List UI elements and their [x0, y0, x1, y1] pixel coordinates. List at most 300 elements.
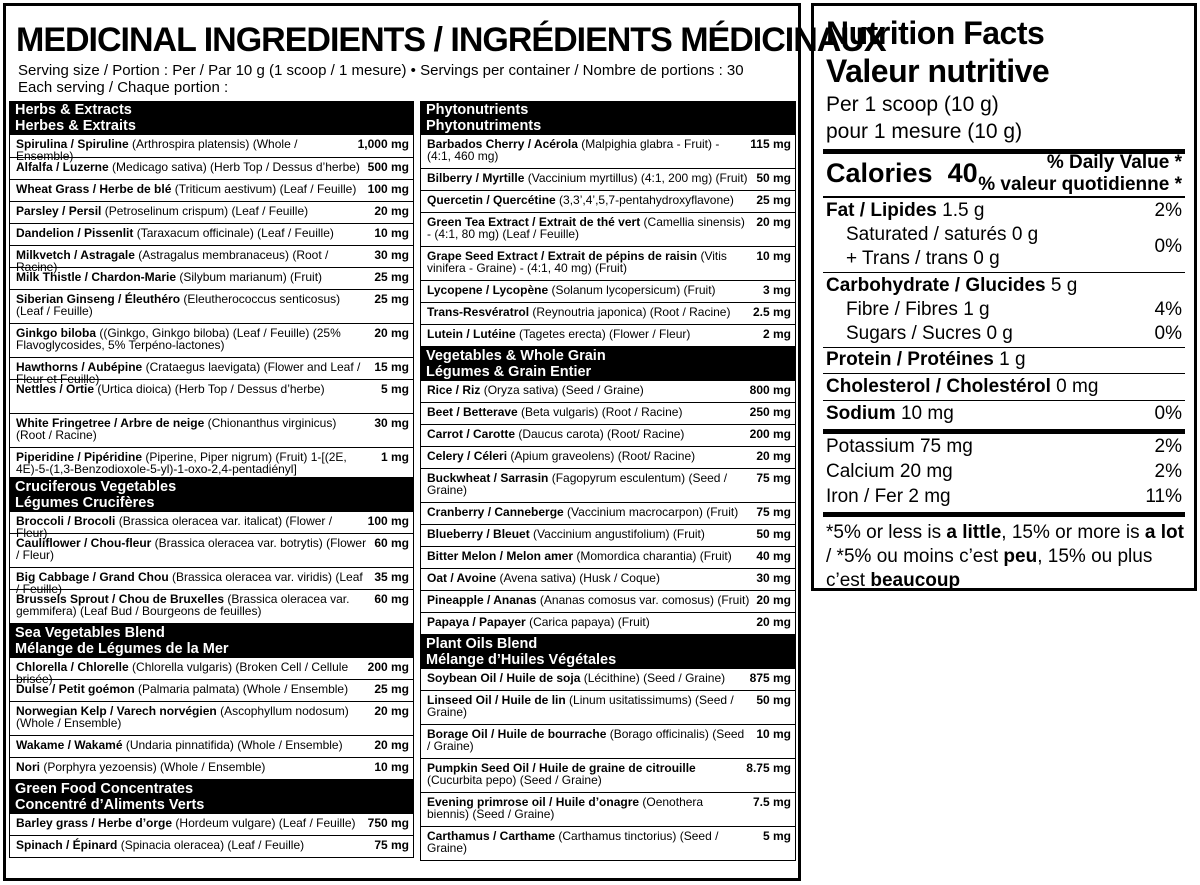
ingredient-description: (Medicago sativa) (Herb Top / Dessus d’herbe) — [108, 160, 360, 174]
ingredient-amount: 10 mg — [756, 727, 791, 741]
ingredient-row — [420, 281, 796, 303]
section-header-sea-vegetables-blend — [9, 624, 414, 658]
ingredient-name-cell — [16, 739, 368, 751]
serving-info — [18, 62, 798, 96]
ingredient-amount: 25 mg — [756, 193, 791, 207]
ingredient-description: (Carica papaya) (Fruit) — [525, 615, 650, 629]
ingredient-description: (Linum usitatissimums) (Seed / Graine) — [427, 693, 734, 719]
ingredient-row — [420, 135, 796, 169]
sodium-dv: 0% — [1154, 403, 1182, 424]
ingredient-description: (Silybum marianum) (Fruit) — [176, 270, 323, 284]
ingredient-name: Rice / Riz — [427, 383, 481, 397]
ingredient-amount: 25 mg — [374, 270, 409, 284]
ingredient-amount: 20 mg — [756, 215, 791, 229]
serving-line-1: Serving size / Portion : Per / Par 10 g (1 scoop / 1 mesure) • Servings per container / Nombre de portions : 30 — [18, 62, 744, 79]
ingredient-name: Pineapple / Ananas — [427, 593, 537, 607]
ingredient-name: Dulse / Petit goémon — [16, 682, 135, 696]
ingredient-description: (Arthrospira platensis) (Whole / Ensemble) — [16, 137, 298, 163]
ingredient-name-cell — [16, 417, 368, 441]
ingredient-name: Carthamus / Carthame — [427, 829, 556, 843]
ingredient-description: (Ascophyllum nodosum) (Whole / Ensemble) — [16, 704, 349, 730]
ingredient-row — [420, 191, 796, 213]
section-header-herbs-extracts — [9, 101, 414, 135]
ingredient-description: (Tagetes erecta) (Flower / Fleur) — [515, 327, 691, 341]
ingredient-name-cell — [16, 161, 362, 173]
fat-label: Fat / Lipides — [826, 200, 937, 221]
daily-value-fr: % valeur quotidienne * — [978, 174, 1182, 195]
thick-rule — [823, 512, 1185, 517]
section-header-cruciferous-vegetables — [9, 478, 414, 512]
ingredient-name-cell — [427, 694, 750, 718]
rule — [823, 272, 1185, 273]
ingredient-row — [9, 836, 414, 858]
ingredient-amount: 40 mg — [756, 549, 791, 563]
potassium-row: Potassium 75 mg — [826, 436, 973, 457]
fat-value: 1.5 g — [942, 200, 985, 221]
ingredient-row — [9, 380, 414, 414]
ingredient-name: Soybean Oil / Huile de soja — [427, 671, 581, 685]
ingredient-name: Linseed Oil / Huile de lin — [427, 693, 566, 707]
ingredient-name: Quercetin / Quercétine — [427, 193, 556, 207]
ingredient-amount: 8.75 mg — [746, 761, 791, 775]
ingredient-row — [420, 525, 796, 547]
ingredient-amount: 15 mg — [374, 360, 409, 374]
ingredient-name-cell — [427, 306, 747, 318]
ingredient-description: (Lécithine) (Seed / Graine) — [580, 671, 726, 685]
section-title-en: Sea Vegetables Blend — [15, 625, 165, 641]
ingredient-name: Parsley / Persil — [16, 204, 102, 218]
footnote-bold: a lot — [1144, 522, 1184, 543]
ingredient-name-cell — [427, 506, 750, 518]
ingredient-name-cell — [16, 817, 362, 829]
rule — [823, 373, 1185, 374]
ingredient-description: (Spinacia oleracea) (Leaf / Feuille) — [117, 838, 305, 852]
ingredient-name-cell — [427, 284, 757, 296]
ingredient-row — [420, 691, 796, 725]
ingredient-name-cell — [427, 762, 740, 786]
ingredient-description: (Daucus carota) (Root/ Racine) — [515, 427, 685, 441]
ingredient-row — [9, 268, 414, 290]
section-title-fr: Légumes Crucifères — [15, 494, 155, 511]
ingredient-row — [9, 758, 414, 780]
ingredient-row — [420, 725, 796, 759]
ingredient-description: (Momordica charantia) (Fruit) — [573, 549, 732, 563]
ingredient-row — [9, 135, 414, 163]
ingredient-row — [9, 246, 414, 274]
ingredient-name-cell — [427, 796, 747, 820]
ingredient-name: Nori — [16, 760, 40, 774]
section-header-plant-oils-blend — [420, 635, 796, 669]
section-title-en: Plant Oils Blend — [426, 636, 538, 652]
ingredient-amount: 50 mg — [756, 527, 791, 541]
ingredient-amount: 3 mg — [762, 283, 791, 297]
ingredient-name-cell — [16, 761, 368, 773]
ingredient-amount: 5 mg — [762, 829, 791, 843]
ingredient-description: (Brassica oleracea var. viridis) (Leaf / Feuille) — [16, 570, 363, 596]
ingredient-amount: 20 mg — [374, 204, 409, 218]
section-title-fr: Mélange d’Huiles Végétales — [426, 651, 617, 668]
ingredient-description: ((Ginkgo, Ginkgo biloba) (Leaf / Feuille) (25% Flavoglycosides, 5% Terpéno-lactones) — [16, 326, 341, 352]
daily-value-en: % Daily Value * — [1046, 152, 1182, 173]
ingredient-amount: 115 mg — [750, 137, 791, 151]
section-title-en: Herbs & Extracts — [15, 102, 132, 118]
ingredient-row — [9, 512, 414, 540]
ingredient-name-cell — [16, 683, 368, 695]
ingredient-row — [420, 591, 796, 613]
ingredient-name-cell — [427, 406, 744, 418]
ingredient-name-cell — [427, 550, 750, 562]
ingredient-amount: 20 mg — [374, 738, 409, 752]
potassium-dv: 2% — [1154, 436, 1182, 457]
ingredient-name-cell — [427, 172, 750, 184]
sugars-dv: 0% — [1154, 323, 1182, 344]
ingredient-name-cell — [427, 728, 750, 752]
ingredient-row — [420, 669, 796, 691]
ingredient-name-cell — [427, 138, 744, 162]
ingredient-description: (Ananas comosus var. comosus) (Fruit) — [536, 593, 750, 607]
sodium-label: Sodium — [826, 403, 896, 424]
ingredient-description: (3,3’,4’,5,7-pentahydroxyflavone) — [555, 193, 734, 207]
ingredient-name-cell — [427, 594, 750, 606]
ingredient-description: (Triticum aestivum) (Leaf / Feuille) — [171, 182, 357, 196]
fibre-row: Fibre / Fibres 1 g — [846, 299, 990, 320]
section-title-en: Green Food Concentrates — [15, 781, 194, 797]
ingredient-name-cell — [427, 528, 750, 540]
ingredient-amount: 800 mg — [749, 383, 791, 397]
ingredient-description: (Oenothera biennis) (Seed / Graine) — [427, 795, 704, 821]
ingredient-description: (Hordeum vulgare) (Leaf / Feuille) — [172, 816, 356, 830]
ingredient-name: Trans-Resvératrol — [427, 305, 530, 319]
sodium-value: 10 mg — [900, 403, 954, 424]
trans-row: + Trans / trans 0 g — [846, 248, 1000, 269]
ingredient-row — [9, 224, 414, 246]
ingredient-amount: 500 mg — [367, 160, 409, 174]
ingredient-row — [420, 503, 796, 525]
ingredient-row — [9, 658, 414, 686]
ingredient-name: Dandelion / Pissenlit — [16, 226, 134, 240]
ingredient-amount: 25 mg — [374, 292, 409, 306]
ingredient-name: Lycopene / Lycopène — [427, 283, 549, 297]
carb-value: 5 g — [1050, 275, 1078, 296]
section-title-fr: Mélange de Légumes de la Mer — [15, 640, 229, 657]
ingredient-amount: 50 mg — [756, 171, 791, 185]
ingredient-name: Blueberry / Bleuet — [427, 527, 530, 541]
ingredient-row — [420, 613, 796, 635]
ingredient-row — [420, 547, 796, 569]
ingredient-amount: 20 mg — [756, 593, 791, 607]
footnote-text: / *5% ou moins c’est — [826, 546, 1004, 567]
ingredient-name: Broccoli / Brocoli — [16, 514, 116, 528]
ingredient-name-cell — [427, 328, 757, 340]
ingredient-name: Norwegian Kelp / Varech norvégien — [16, 704, 217, 718]
rule — [823, 400, 1185, 401]
footnote-text: , 15% or more is — [1001, 522, 1145, 543]
ingredient-description: (Palmaria palmata) (Whole / Ensemble) — [134, 682, 349, 696]
ingredient-description: (Brassica oleracea var. italicat) (Flower / Fleur) — [16, 514, 333, 540]
ingredient-description: (Vitis vinifera - Graine) - (4:1, 40 mg) (Fruit) — [427, 249, 727, 275]
ingredient-amount: 25 mg — [374, 682, 409, 696]
ingredient-amount: 20 mg — [756, 449, 791, 463]
ingredient-row — [9, 736, 414, 758]
ingredient-row — [420, 403, 796, 425]
footnote-bold: a little — [946, 522, 1002, 543]
carb-label: Carbohydrate / Glucides — [826, 275, 1046, 296]
ingredient-row — [9, 680, 414, 702]
section-title-en: Phytonutrients — [426, 102, 529, 118]
ingredient-name-cell — [16, 227, 368, 239]
ingredient-name: Barbados Cherry / Acérola — [427, 137, 578, 151]
ingredient-name: Spinach / Épinard — [16, 838, 118, 852]
ingredient-amount: 250 mg — [749, 405, 791, 419]
fat-row — [826, 200, 984, 222]
ingredient-description: (Brassica oleracea var. botrytis) (Flower / Fleur) — [16, 536, 367, 562]
ingredient-amount: 30 mg — [374, 416, 409, 430]
ingredient-description: (Borago officinalis) (Seed / Graine) — [427, 727, 745, 753]
ingredient-description: (Solanum lycopersicum) (Fruit) — [548, 283, 716, 297]
ingredient-amount: 50 mg — [756, 693, 791, 707]
ingredient-row — [9, 590, 414, 624]
section-header-phytonutrients — [420, 101, 796, 135]
section-title-fr: Herbes & Extraits — [15, 117, 136, 134]
ingredients-title: MEDICINAL INGREDIENTS / INGRÉDIENTS MÉDICINAUX — [16, 21, 886, 59]
ingredient-name: Hawthorns / Aubépine — [16, 360, 143, 374]
ingredient-row — [420, 569, 796, 591]
ingredient-name: Siberian Ginseng / Éleuthéro — [16, 292, 181, 306]
ingredient-row — [9, 534, 414, 568]
ingredient-description: (Chionanthus virginicus) (Root / Racine) — [16, 416, 337, 442]
ingredient-description: (Malpighia glabra - Fruit) - (4:1, 460 mg) — [427, 137, 720, 163]
ingredient-amount: 2.5 mg — [752, 305, 791, 319]
ingredient-description: (Beta vulgaris) (Root / Racine) — [517, 405, 683, 419]
ingredient-amount: 200 mg — [367, 660, 409, 674]
cholesterol-label: Cholesterol / Cholestérol — [826, 376, 1051, 397]
ingredient-name: Barley grass / Herbe d’orge — [16, 816, 173, 830]
ingredient-row — [9, 180, 414, 202]
calories-row — [826, 158, 978, 188]
protein-row — [826, 349, 1026, 371]
ingredient-description: (Vaccinium angustifolium) (Fruit) — [529, 527, 705, 541]
ingredient-name-cell — [427, 384, 744, 396]
cholesterol-row — [826, 376, 1098, 398]
ingredient-amount: 10 mg — [374, 760, 409, 774]
ingredient-amount: 1,000 mg — [357, 137, 409, 151]
ingredient-name: Piperidine / Pipéridine — [16, 450, 143, 464]
saturated-row: Saturated / saturés 0 g — [846, 224, 1039, 245]
ingredient-description: (Porphyra yezoensis) (Whole / Ensemble) — [40, 760, 266, 774]
ingredient-row — [420, 381, 796, 403]
ingredient-name: Spirulina / Spiruline — [16, 137, 129, 151]
ingredient-row — [9, 202, 414, 224]
ingredient-description: (Reynoutria japonica) (Root / Racine) — [529, 305, 731, 319]
footnote-bold: beaucoup — [870, 570, 961, 591]
ingredient-row — [420, 469, 796, 503]
thick-rule — [823, 429, 1185, 434]
footnote-bold: peu — [1003, 546, 1038, 567]
section-header-vegetables-whole-grain — [420, 347, 796, 381]
ingredient-row — [9, 568, 414, 596]
carbohydrate-row — [826, 275, 1077, 297]
ingredient-description: (Crataegus laevigata) (Flower and Leaf / Fleur et Feuille) — [16, 360, 361, 386]
ingredient-row — [420, 759, 796, 793]
ingredient-name: Grape Seed Extract / Extrait de pépins de raisin — [427, 249, 698, 263]
ingredient-description: (Petroselinum crispum) (Leaf / Feuille) — [101, 204, 309, 218]
ingredient-name: Pumpkin Seed Oil / Huile de graine de citrouille — [427, 761, 696, 775]
section-title-fr: Légumes & Grain Entier — [426, 363, 592, 380]
ingredient-description: (Undaria pinnatifida) (Whole / Ensemble) — [122, 738, 343, 752]
ingredient-name: Big Cabbage / Grand Chou — [16, 570, 169, 584]
ingredient-amount: 7.5 mg — [752, 795, 791, 809]
section-title-en: Cruciferous Vegetables — [15, 479, 177, 495]
ingredient-row — [9, 814, 414, 836]
ingredient-row — [9, 324, 414, 358]
ingredient-amount: 100 mg — [367, 182, 409, 196]
ingredient-name: Carrot / Carotte — [427, 427, 516, 441]
ingredient-name-cell — [16, 138, 352, 162]
nutrition-title-en: Nutrition Facts — [826, 15, 1045, 51]
ingredient-name: Bitter Melon / Melon amer — [427, 549, 574, 563]
ingredient-name-cell — [427, 830, 757, 854]
nutrition-facts-panel — [811, 3, 1197, 591]
ingredient-name-cell — [16, 271, 368, 283]
calcium-row: Calcium 20 mg — [826, 461, 953, 482]
ingredient-name-cell — [16, 327, 368, 351]
ingredient-name: Buckwheat / Sarrasin — [427, 471, 549, 485]
ingredient-row — [9, 290, 414, 324]
ingredient-amount: 30 mg — [374, 248, 409, 262]
ingredient-amount: 2 mg — [762, 327, 791, 341]
sugars-row: Sugars / Sucres 0 g — [846, 323, 1013, 344]
serving-per-fr: pour 1 mesure (10 g) — [826, 120, 1023, 143]
section-header-green-food-concentrates — [9, 780, 414, 814]
ingredient-description: (Fagopyrum esculentum) (Seed / Graine) — [427, 471, 728, 497]
ingredient-name: Wakame / Wakamé — [16, 738, 123, 752]
section-title-fr: Concentré d’Aliments Verts — [15, 796, 205, 813]
ingredient-amount: 35 mg — [374, 570, 409, 584]
ingredient-row — [9, 448, 414, 478]
section-title-en: Vegetables & Whole Grain — [426, 348, 606, 364]
ingredient-name: Borage Oil / Huile de bourrache — [427, 727, 607, 741]
ingredient-row — [420, 425, 796, 447]
ingredient-row — [420, 325, 796, 347]
serving-per-en: Per 1 scoop (10 g) — [826, 93, 999, 116]
footnote-text: *5% or less is — [826, 522, 947, 543]
iron-dv: 11% — [1145, 486, 1182, 507]
ingredient-name: Cauliflower / Chou-fleur — [16, 536, 152, 550]
ingredient-row — [9, 702, 414, 736]
ingredient-description: (Taraxacum officinale) (Leaf / Feuille) — [133, 226, 334, 240]
nutrition-title-fr: Valeur nutritive — [826, 53, 1050, 89]
ingredient-row — [420, 827, 796, 861]
ingredient-amount: 1 mg — [380, 450, 409, 464]
ingredient-row — [9, 358, 414, 386]
ingredient-amount: 5 mg — [380, 382, 409, 396]
ingredients-left-column — [9, 101, 414, 858]
ingredient-description: (Eleutherococcus senticosus) (Leaf / Feuille) — [16, 292, 341, 318]
ingredient-name-cell — [427, 472, 750, 496]
ingredient-name: Chlorella / Chlorelle — [16, 660, 129, 674]
ingredient-name-cell — [16, 839, 368, 851]
ingredient-name: White Fringetree / Arbre de neige — [16, 416, 205, 430]
ingredient-name-cell — [427, 216, 750, 240]
calories-label: Calories — [826, 158, 933, 188]
ingredient-name: Lutein / Lutéine — [427, 327, 516, 341]
ingredient-amount: 75 mg — [756, 505, 791, 519]
ingredient-name: Ginkgo biloba — [16, 326, 96, 340]
ingredient-row — [420, 303, 796, 325]
iron-row: Iron / Fer 2 mg — [826, 486, 951, 507]
ingredient-row — [420, 247, 796, 281]
ingredient-amount: 750 mg — [367, 816, 409, 830]
section-title-fr: Phytonutriments — [426, 117, 542, 134]
ingredient-description: (Brassica oleracea var. gemmifera) (Leaf Bud / Bourgeons de feuilles) — [16, 592, 350, 618]
ingredient-description: (Oryza sativa) (Seed / Graine) — [480, 383, 644, 397]
ingredient-name-cell — [427, 450, 750, 462]
ingredient-amount: 100 mg — [367, 514, 409, 528]
ingredient-name-cell — [427, 250, 750, 274]
ingredient-name: Milk Thistle / Chardon-Marie — [16, 270, 177, 284]
ingredient-name: Green Tea Extract / Extrait de thé vert — [427, 215, 641, 229]
ingredient-name-cell — [427, 194, 750, 206]
ingredient-row — [9, 158, 414, 180]
rule — [823, 347, 1185, 348]
ingredient-description: (Vaccinium macrocarpon) (Fruit) — [563, 505, 739, 519]
footnote-text: , 15% ou plus c’est — [826, 546, 1153, 591]
ingredient-amount: 20 mg — [374, 704, 409, 718]
ingredient-description: (Cucurbita pepo) (Seed / Graine) — [427, 773, 602, 787]
ingredient-name-cell — [16, 183, 362, 195]
ingredient-name: Evening primrose oil / Huile d’onagre — [427, 795, 640, 809]
ingredient-name: Beet / Betterave — [427, 405, 518, 419]
fat-dv: 2% — [1154, 200, 1182, 221]
protein-value: 1 g — [999, 349, 1026, 370]
ingredient-name-cell — [427, 672, 744, 684]
ingredient-row — [420, 213, 796, 247]
calories-value: 40 — [947, 158, 978, 188]
rule — [823, 196, 1185, 198]
ingredient-name: Brussels Sprout / Chou de Bruxelles — [16, 592, 225, 606]
ingredient-name: Celery / Céleri — [427, 449, 508, 463]
ingredient-name-cell — [16, 593, 368, 617]
ingredient-name-cell — [16, 205, 368, 217]
ingredient-description: (Astragalus membranaceus) (Root / Racine) — [16, 248, 329, 274]
ingredient-name-cell — [427, 428, 744, 440]
ingredient-amount: 75 mg — [756, 471, 791, 485]
ingredient-description: (Piperine, Piper nigrum) (Fruit) 1-[(2E, 4E)-5-(1,3-Benzodioxole-5-yl)-1-oxo-2,4-pentadiényl] — [16, 450, 347, 476]
ingredients-right-column — [420, 101, 796, 861]
ingredient-row — [420, 793, 796, 827]
ingredient-amount: 60 mg — [374, 592, 409, 606]
ingredient-description: (Urtica dioica) (Herb Top / Dessus d’herbe) — [94, 382, 325, 396]
ingredient-name-cell — [16, 537, 368, 561]
ingredient-name-cell — [427, 616, 750, 628]
ingredient-name: Oat / Avoine — [427, 571, 497, 585]
ingredient-row — [420, 447, 796, 469]
ingredient-description: (Avena sativa) (Husk / Coque) — [496, 571, 660, 585]
ingredient-name: Papaya / Papayer — [427, 615, 526, 629]
ingredient-row — [9, 414, 414, 448]
protein-label: Protein / Protéines — [826, 349, 994, 370]
ingredient-amount: 30 mg — [756, 571, 791, 585]
ingredient-name-cell — [427, 572, 750, 584]
ingredient-name-cell — [16, 451, 375, 475]
ingredient-description: (Vaccinium myrtillus) (4:1, 200 mg) (Fruit) — [524, 171, 748, 185]
ingredient-name-cell — [16, 293, 368, 317]
ingredient-amount: 200 mg — [749, 427, 791, 441]
ingredient-name-cell — [16, 383, 375, 395]
calcium-dv: 2% — [1154, 461, 1182, 482]
ingredient-description: (Carthamus tinctorius) (Seed / Graine) — [427, 829, 719, 855]
ingredient-amount: 75 mg — [374, 838, 409, 852]
